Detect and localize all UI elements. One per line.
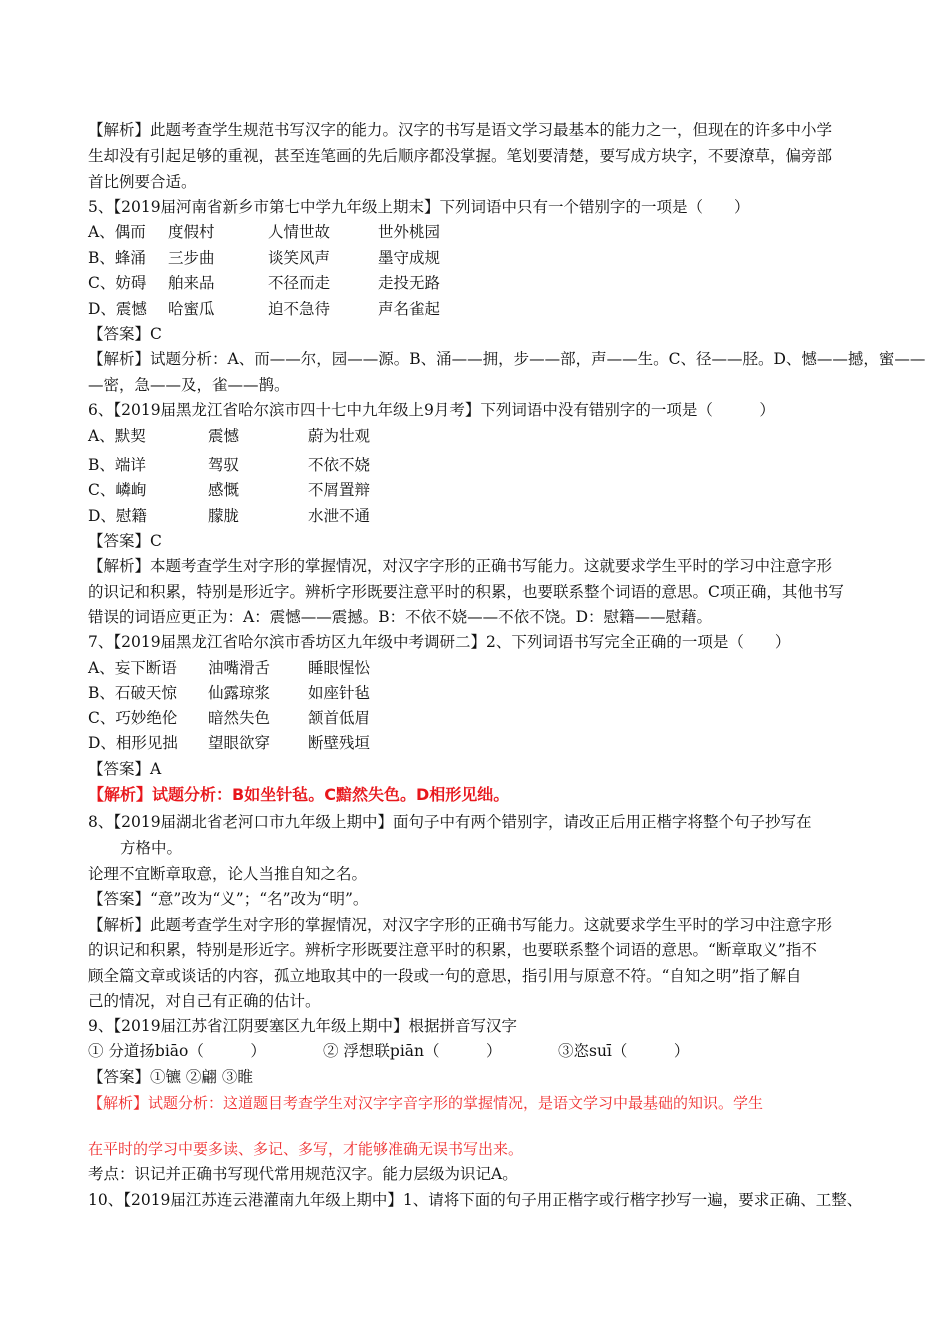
question-8-sentence: 论理不宜断章取意，论人当推自知之名。 xyxy=(88,865,368,883)
question-7-option-a xyxy=(88,657,878,679)
question-5-stem: 5、【2019届河南省新乡市第七中学九年级上期末】下列词语中只有一个错别字的一项是（ ） xyxy=(88,198,750,216)
option-word: 感慨 xyxy=(208,481,240,499)
option-word: 颔首低眉 xyxy=(308,709,371,727)
option-word: 断壁残垣 xyxy=(308,734,371,752)
option-word: C、巧妙绝伦 xyxy=(88,709,178,727)
option-word: 三步曲 xyxy=(168,249,215,267)
option-word: 声名雀起 xyxy=(378,300,441,318)
option-word: 水泄不通 xyxy=(308,507,371,525)
question-8-stem-cont: 方格中。 xyxy=(120,839,183,857)
option-word: 度假村 xyxy=(168,223,215,241)
analysis-line: 【解析】此题考查学生对字形的掌握情况，对汉字字形的正确书写能力。这就要求学生平时的学习中注意字形 xyxy=(88,916,833,934)
analysis-line: 生却没有引起足够的重视，甚至连笔画的先后顺序都没掌握。笔划要清楚，要写成方块字，不要潦草，偏旁部 xyxy=(88,147,833,165)
analysis-line-red: 【解析】试题分析：这道题目考查学生对汉字字音字形的掌握情况，是语文学习中最基础的知识。学生 xyxy=(88,1094,764,1112)
answer-line: 【答案】①镳 ②翩 ③睢 xyxy=(88,1068,253,1086)
answer-line: 【答案】C xyxy=(88,325,162,343)
answer-line: 【答案】“意”改为“义”；“名”改为“明”。 xyxy=(88,890,369,908)
question-5-option-a xyxy=(88,221,878,243)
pinyin-item: ① 分道扬biāo（ ） xyxy=(88,1042,266,1060)
test-point-line: 考点：识记并正确书写现代常用规范汉字。能力层级为识记A。 xyxy=(88,1165,518,1183)
question-6-option-a xyxy=(88,425,878,447)
option-word: 望眼欲穿 xyxy=(208,734,271,752)
option-word: B、石破天惊 xyxy=(88,684,177,702)
option-word: 不径而走 xyxy=(268,274,331,292)
option-word: 如座针毡 xyxy=(308,684,371,702)
question-9-items xyxy=(88,1040,878,1062)
analysis-line: 【解析】试题分析：A、而——尔，园——源。B、涌——拥，步——部，声——生。C、径——胫。D、憾——撼，蜜—— xyxy=(88,350,926,368)
option-word: C、妨碍 xyxy=(88,274,147,292)
option-word: D、震憾 xyxy=(88,300,147,318)
option-word: A、默契 xyxy=(88,427,146,445)
option-word: 不屑置辩 xyxy=(308,481,371,499)
option-word: 走投无路 xyxy=(378,274,441,292)
option-word: 哈蜜瓜 xyxy=(168,300,215,318)
option-word: 驾驭 xyxy=(208,456,240,474)
option-word: 震憾 xyxy=(208,427,240,445)
question-10-stem: 10、【2019届江苏连云港灌南九年级上期中】1、请将下面的句子用正楷字或行楷字抄写一遍，要求正确、工整、 xyxy=(88,1191,863,1209)
question-5-option-c xyxy=(88,272,878,294)
analysis-line: 顾全篇文章或谈话的内容，孤立地取其中的一段或一句的意思，指引用与原意不符。“自知之明”指了解自 xyxy=(88,967,802,985)
pinyin-item: ③恣suī（ ） xyxy=(558,1042,690,1060)
analysis-line: 【解析】本题考查学生对字形的掌握情况，对汉字字形的正确书写能力。这就要求学生平时的学习中注意字形 xyxy=(88,557,833,575)
option-word: 睡眼惺忪 xyxy=(308,659,371,677)
option-word: 不依不娆 xyxy=(308,456,371,474)
option-word: 仙露琼浆 xyxy=(208,684,271,702)
question-5-option-d xyxy=(88,298,878,320)
analysis-line: —密，急——及，雀——鹊。 xyxy=(88,376,290,394)
question-7-option-b xyxy=(88,682,878,704)
question-9-stem: 9、【2019届江苏省江阴要塞区九年级上期中】根据拼音写汉字 xyxy=(88,1017,518,1035)
analysis-line-red: 在平时的学习中要多读、多记、多写，才能够准确无误书写出来。 xyxy=(88,1140,524,1158)
option-word: 迫不急待 xyxy=(268,300,331,318)
option-word: C、嶙峋 xyxy=(88,481,147,499)
option-word: 舶来品 xyxy=(168,274,215,292)
option-word: 人情世故 xyxy=(268,223,331,241)
analysis-line: 的识记和积累，特别是形近字。辨析字形既要注意平时的积累，也要联系整个词语的意思。C项正确，其他书写 xyxy=(88,583,844,601)
option-word: A、偶而 xyxy=(88,223,146,241)
question-6-option-b xyxy=(88,454,878,476)
option-word: B、蜂涌 xyxy=(88,249,146,267)
question-6-stem: 6、【2019届黑龙江省哈尔滨市四十七中九年级上9月考】下列词语中没有错别字的一项是（ ） xyxy=(88,401,775,419)
option-word: 谈笑风声 xyxy=(268,249,331,267)
option-word: 墨守成规 xyxy=(378,249,441,267)
question-6-option-c xyxy=(88,479,878,501)
analysis-line: 己的情况，对自己有正确的估计。 xyxy=(88,992,321,1010)
analysis-line: 【解析】此题考查学生规范书写汉字的能力。汉字的书写是语文学习最基本的能力之一，但现在的许多中小学 xyxy=(88,121,833,139)
analysis-line: 的识记和积累，特别是形近字。辨析字形既要注意平时的积累，也要联系整个词语的意思。“断章取义”指不 xyxy=(88,941,817,959)
analysis-line-red: 【解析】试题分析：B如坐针毡。C黯然失色。D相形见绌。 xyxy=(88,785,510,804)
pinyin-item: ② 浮想联piān（ ） xyxy=(323,1042,502,1060)
answer-line: 【答案】A xyxy=(88,760,162,778)
option-word: 蔚为壮观 xyxy=(308,427,371,445)
option-word: D、相形见拙 xyxy=(88,734,178,752)
question-8-stem: 8、【2019届湖北省老河口市九年级上期中】面句子中有两个错别字，请改正后用正楷字将整个句子抄写在 xyxy=(88,813,812,831)
analysis-line: 错误的词语应更正为：A：震憾——震撼。B：不依不娆——不依不饶。D：慰籍——慰藉。 xyxy=(88,608,713,626)
option-word: A、妄下断语 xyxy=(88,659,177,677)
option-word: B、端详 xyxy=(88,456,146,474)
option-word: 油嘴滑舌 xyxy=(208,659,271,677)
option-word: 朦胧 xyxy=(208,507,240,525)
option-word: D、慰籍 xyxy=(88,507,147,525)
question-6-option-d xyxy=(88,505,878,527)
option-word: 世外桃园 xyxy=(378,223,441,241)
question-5-option-b xyxy=(88,247,878,269)
question-7-option-d xyxy=(88,732,878,754)
answer-line: 【答案】C xyxy=(88,532,162,550)
question-7-option-c xyxy=(88,707,878,729)
option-word: 暗然失色 xyxy=(208,709,271,727)
analysis-line: 首比例要合适。 xyxy=(88,173,197,191)
question-7-stem: 7、【2019届黑龙江省哈尔滨市香坊区九年级中考调研二】2、下列词语书写完全正确的一项是（ ） xyxy=(88,633,791,651)
